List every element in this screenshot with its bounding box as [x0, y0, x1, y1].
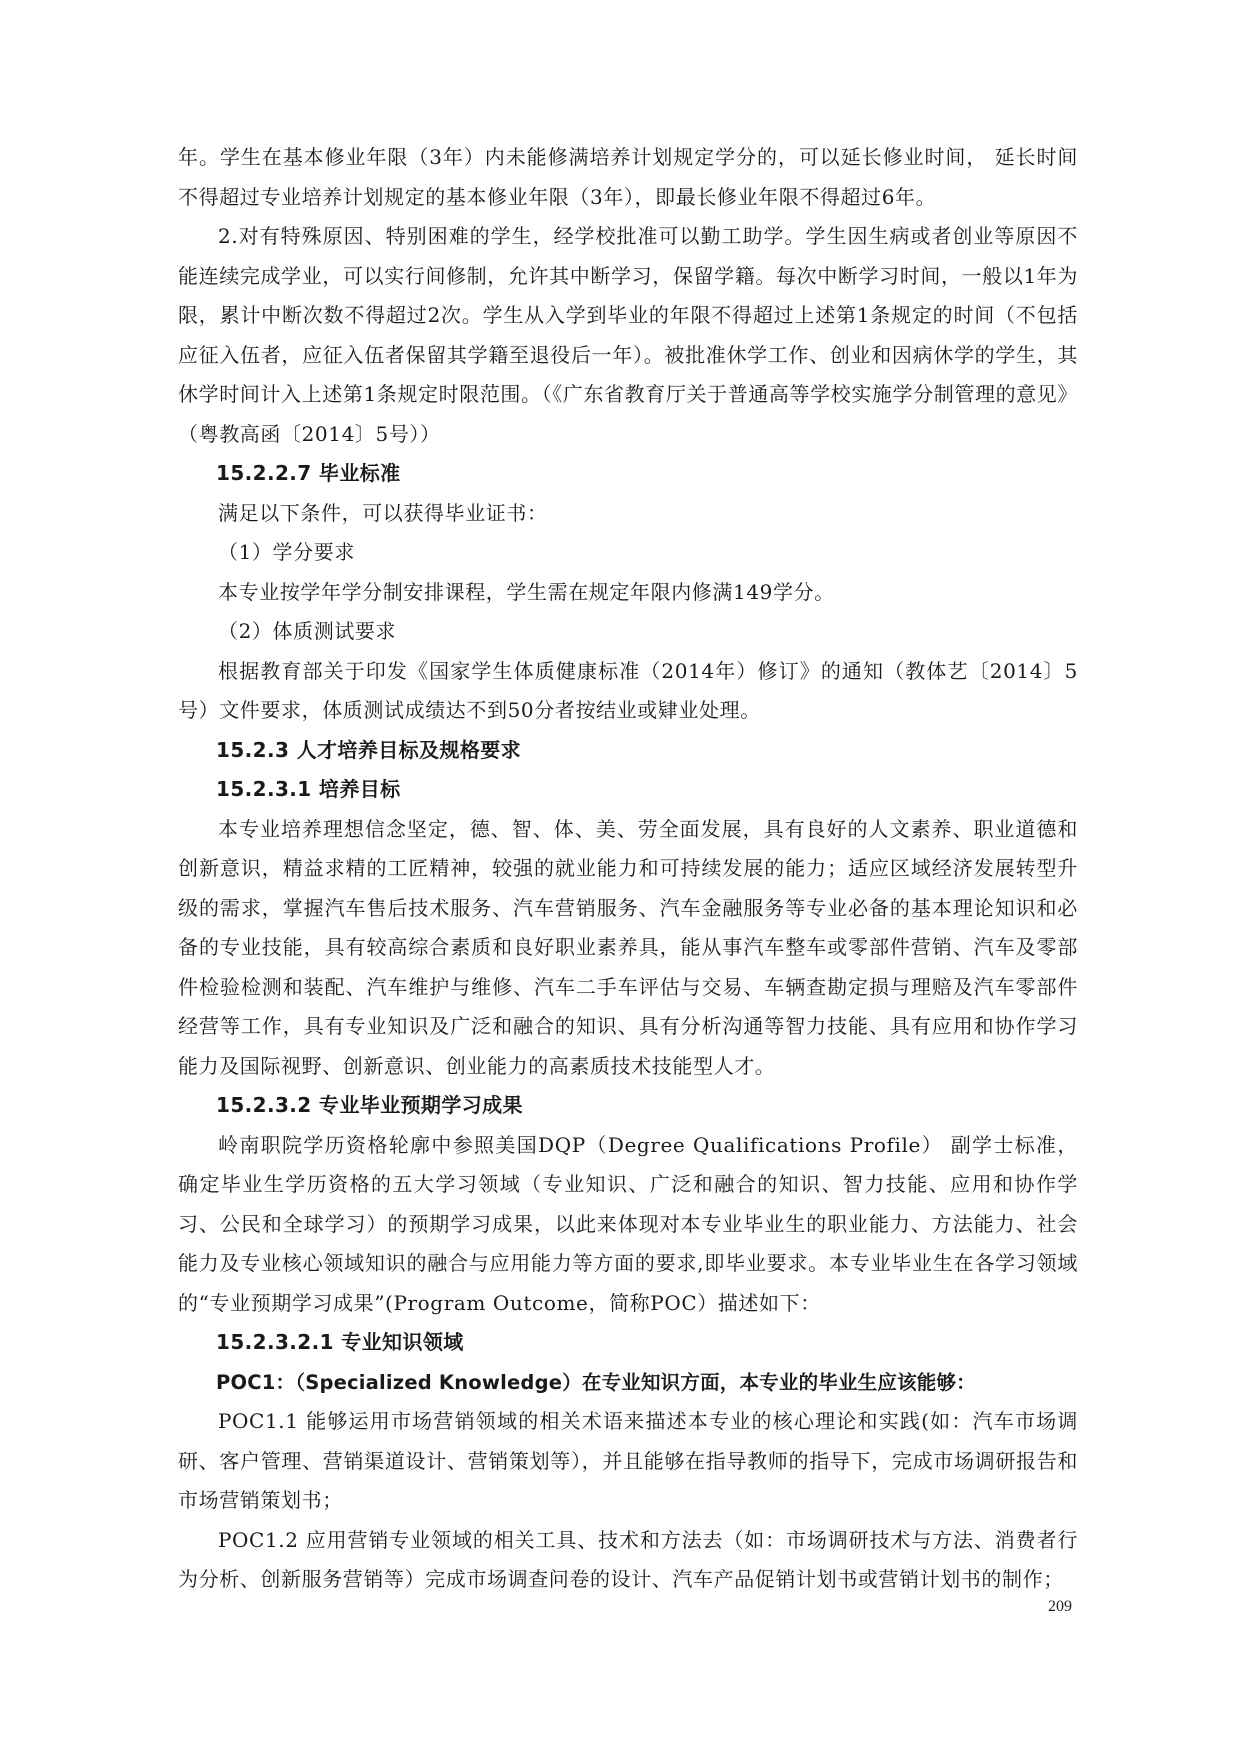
paragraph: （2）体质测试要求: [218, 619, 397, 643]
page-number: 209: [1048, 1598, 1072, 1615]
paragraph: 本专业按学年学分制安排课程，学生需在规定年限内修满149学分。: [218, 579, 835, 604]
outcome-heading: POC1：（Specialized Knowledge）在专业知识方面，本专业的毕业生应该能够：: [216, 1370, 976, 1394]
paragraph: POC1.2 应用营销专业领域的相关工具、技术和方法去（如：市场调研技术与方法、消费者行为分析、创新服务营销等）完成市场调查问卷的设计、汽车产品促销计划书或营销计划书的制作；: [178, 1527, 1078, 1591]
paragraph: （1）学分要求: [218, 540, 355, 564]
paragraph: 年。学生在基本修业年限（3年）内未能修满培养计划规定学分的，可以延长修业时间， 延长时间不得超过专业培养计划规定的基本修业年限（3年），即最长修业年限不得超过6年。: [178, 145, 1078, 209]
paragraph: 岭南职院学历资格轮廓中参照美国DQP（Degree Qualifications Profile） 副学士标准，确定毕业生学历资格的五大学习领域（专业知识、广泛和融合的知识、智力技能、应用和协作学习、公民和全球学习）的预期学习成果，以此来体现对本专业毕业生的职业能力、方法能力、社会能力及专业核心领域知识的融合与应用能力等方面的要求,即毕业要求。本专业毕业生在各学习领域的“专业预期学习成果”(Program Outcome，简称POC）描述如下：: [178, 1132, 1078, 1315]
section-heading: 15.2.3.2 专业毕业预期学习成果: [216, 1093, 523, 1117]
paragraph: 满足以下条件，可以获得毕业证书：: [218, 500, 548, 525]
section-heading: 15.2.3.1 培养目标: [216, 777, 401, 801]
section-heading: 15.2.3 人才培养目标及规格要求: [216, 737, 522, 762]
section-heading: 15.2.2.7 毕业标准: [216, 461, 401, 485]
paragraph: 根据教育部关于印发《国家学生体质健康标准（2014年）修订》的通知（教体艺〔2014〕5号）文件要求，体质测试成绩达不到50分者按结业或肄业处理。: [178, 658, 1078, 722]
paragraph: 2.对有特殊原因、特别困难的学生，经学校批准可以勤工助学。学生因生病或者创业等原因不能连续完成学业，可以实行间修制，允许其中断学习，保留学籍。每次中断学习时间，一般以1年为限，累计中断次数不得超过2次。学生从入学到毕业的年限不得超过上述第1条规定的时间（不包括应征入伍者，应征入伍者保留其学籍至退役后一年）。被批准休学工作、创业和因病休学的学生，其休学时间计入上述第1条规定时限范围。（《广东省教育厅关于普通高等学校实施学分制管理的意见》（粤教高函〔2014〕5号））: [178, 224, 1078, 446]
document-body: [178, 138, 1078, 1600]
paragraph: 本专业培养理想信念坚定，德、智、体、美、劳全面发展，具有良好的人文素养、职业道德和创新意识，精益求精的工匠精神，较强的就业能力和可持续发展的能力；适应区域经济发展转型升级的需求，掌握汽车售后技术服务、汽车营销服务、汽车金融服务等专业必备的基本理论知识和必备的专业技能，具有较高综合素质和良好职业素养具，能从事汽车整车或零部件营销、汽车及零部件检验检测和装配、汽车维护与维修、汽车二手车评估与交易、车辆查勘定损与理赔及汽车零部件经营等工作，具有专业知识及广泛和融合的知识、具有分析沟通等智力技能、具有应用和协作学习能力及国际视野、创新意识、创业能力的高素质技术技能型人才。: [178, 816, 1078, 1078]
section-heading: 15.2.3.2.1 专业知识领域: [216, 1330, 464, 1354]
paragraph: POC1.1 能够运用市场营销领域的相关术语来描述本专业的核心理论和实践(如：汽车市场调研、客户管理、营销渠道设计、营销策划等），并且能够在指导教师的指导下，完成市场调研报告和市场营销策划书；: [178, 1409, 1078, 1512]
